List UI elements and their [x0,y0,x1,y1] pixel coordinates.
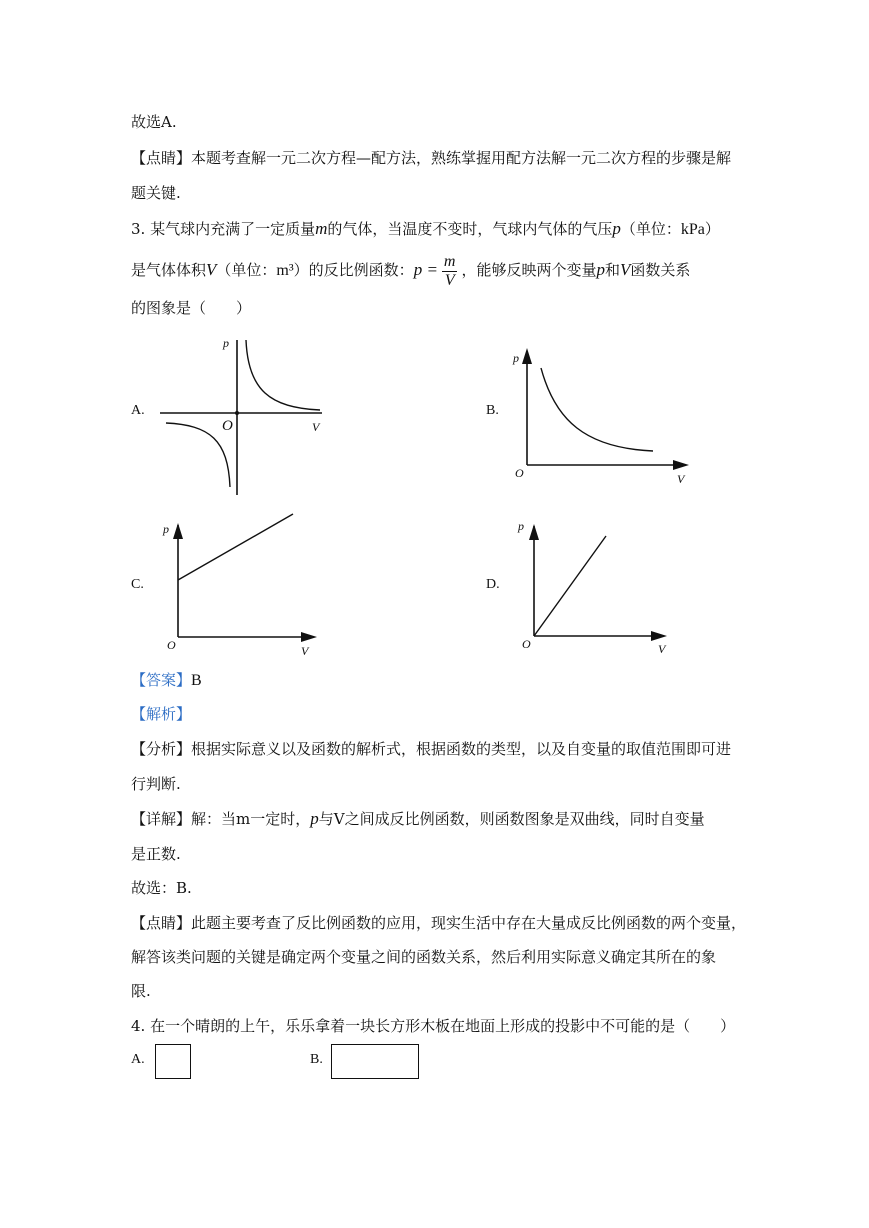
axis-label-p: p [163,522,169,536]
option-b-label: B. [486,403,499,418]
graph-option-b [505,340,705,490]
graph-option-c [155,505,335,660]
analysis-line-2: 行判断. [131,775,181,793]
axis-label-p: p [513,351,519,365]
option-a-label: A. [131,403,145,418]
question-4-stem: 4. 在一个晴朗的上午，乐乐拿着一块长方形木板在地面上形成的投影中不可能的是（ ） [131,1017,736,1035]
comment-line-1: 【点睛】此题主要考查了反比例函数的应用，现实生活中存在大量成反比例函数的两个变量， [131,914,747,932]
detail-line-1: 【详解】解：当m一定时，p与V之间成反比例函数，则函数图象是双曲线，同时自变量 [131,809,705,828]
axis-label-v: V [301,644,309,658]
q4-option-a-label: A. [131,1052,145,1067]
text-line-3: 题关键. [131,184,181,202]
origin-label: O [222,418,233,434]
option-d-label: D. [486,577,500,592]
axis-label-v: V [677,472,685,486]
q4-option-a-square [155,1044,191,1079]
analysis-tag: 【解析】 [131,705,192,723]
text-line-1: 故选A. [131,113,177,131]
axis-label-p: p [518,519,524,533]
q4-option-b-rectangle [331,1044,419,1079]
text-line-2: 【点睛】本题考查解一元二次方程—配方法，熟练掌握用配方法解一元二次方程的步骤是解 [131,149,732,167]
origin-label: O [167,638,176,652]
question-3-line-2: 是气体体积V（单位：m³）的反比例函数：p = $\frac{m}{V}$ ，能够反映两个变量p和V函数关系 [131,252,691,289]
question-3-line-3: 的图象是（ ） [131,299,252,317]
answer-line: 【答案】B [131,671,202,689]
graph-option-d [510,510,690,660]
analysis-line-1: 【分析】根据实际意义以及函数的解析式，根据函数的类型，以及自变量的取值范围即可进 [131,740,732,758]
origin-label: O [522,637,531,651]
question-3-line-1: 3. 某气球内充满了一定质量m的气体，当温度不变时，气球内气体的气压p（单位：kPa） [131,219,720,238]
formula-fraction: $\frac{m}{V}$ [443,252,456,289]
axis-label-v: V [658,642,666,656]
q4-option-b-label: B. [310,1052,323,1067]
option-c-label: C. [131,577,144,592]
comment-line-3: 限. [131,982,151,1000]
graph-option-a [150,330,350,500]
axis-label-v: V [312,420,320,434]
comment-line-2: 解答该类问题的关键是确定两个变量之间的函数关系，然后利用实际意义确定其所在的象 [131,948,717,966]
conclusion-line: 故选：B. [131,879,192,897]
origin-label: O [515,466,524,480]
axis-label-p: p [223,336,229,350]
detail-line-2: 是正数. [131,845,181,863]
